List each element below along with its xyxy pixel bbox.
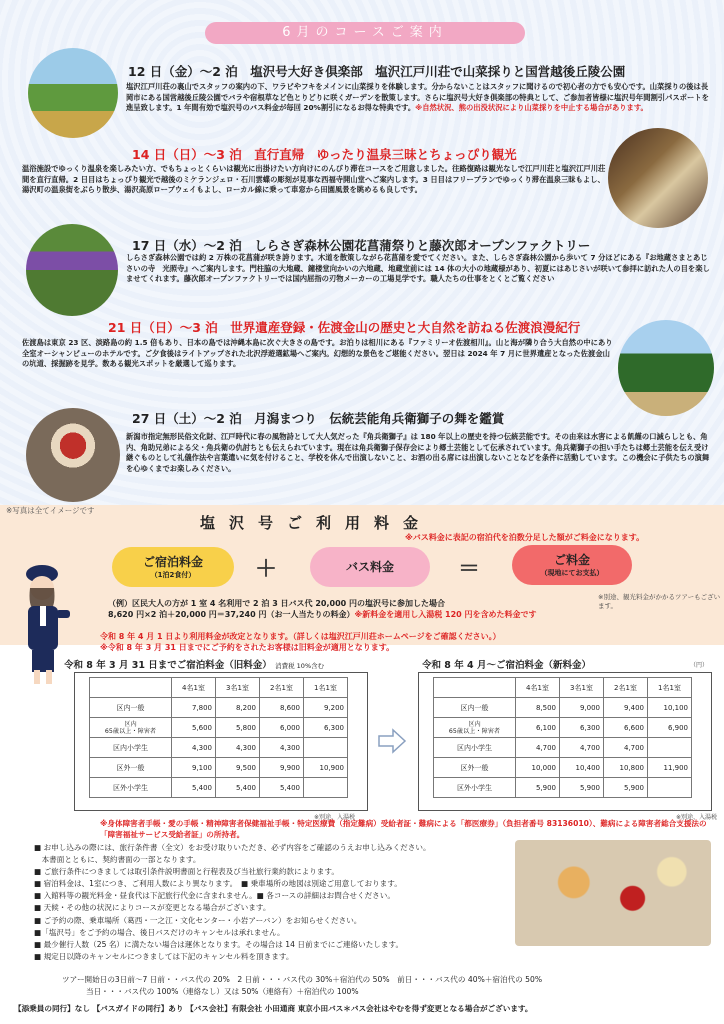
price-cell: 5,400 <box>260 778 304 798</box>
row-label: 区外一般 <box>90 758 172 778</box>
terms-item: ■ 入館料等の観光料金・昼食代は下記旅行代金に含まれません。■ 各コースの詳細はお問合せください。 <box>34 891 395 901</box>
course-desc-14: 温浴施設でゆっくり温泉を楽しみたい方、でもちょっとくらいは観光に出掛けたい方向けにのんびり滞在コースをご用意しました。往路復路は観光なしで江戸川荘と塩沢江戸川荘間を直行直帰。2 日目はちょっぴり観光で越後のミケランジェロ・石川雲蝶の彫刻が見事な西福寺開山堂へご案内します。3 日目はフリープランでゆっくり滞在温泉三昧もよし、湯沢町の温泉街をぶらり散歩、湯沢高原ロープウェイもよし、ローカル線に乗って車窓から田園風景を眺めるも良しです。 <box>22 164 606 194</box>
price-cell: 4,700 <box>516 738 560 758</box>
plus-sign: ＋ <box>255 557 278 582</box>
course-title-12: 12 日（金）～2 泊 塩沢号大好き倶楽部 塩沢江戸川荘で山菜採りと国営越後丘陵公園 <box>128 64 626 79</box>
row-label: 区外一般 <box>434 758 516 778</box>
row-label: 区外小学生 <box>90 778 172 798</box>
price-cell: 5,900 <box>560 778 604 798</box>
photo-iris <box>26 224 118 316</box>
price-cell: 4,700 <box>604 738 648 758</box>
total-fee-pill: ご料金 （現地にてお支払） <box>512 545 632 585</box>
photo-onsen <box>608 128 708 228</box>
bus-fee-pill: バス料金 <box>310 547 430 587</box>
photo-note: ※写真は全てイメージです <box>6 506 95 515</box>
table-col-header: 1名1室 <box>648 678 692 698</box>
price-cell: 6,000 <box>260 718 304 738</box>
table-row <box>434 738 692 758</box>
price-cell: 5,900 <box>516 778 560 798</box>
row-label: 区内 65歳以上・障害者 <box>434 718 516 738</box>
new-table-note: ※別途、入湯税 <box>676 814 718 821</box>
price-cell: 8,200 <box>216 698 260 718</box>
table-row <box>434 758 692 778</box>
row-label: 区内一般 <box>90 698 172 718</box>
equals-sign: ＝ <box>458 557 481 582</box>
course-title-14: 14 日（日）～3 泊 直行直帰 ゆったり温泉三昧とちょっぴり観光 <box>132 147 517 162</box>
price-cell: 10,800 <box>604 758 648 778</box>
terms-item: ■ 宿泊料金は、1室につき、ご利用人数により異なります。 ■ 乗車場所の地図は別途ご用意しております。 <box>34 879 402 889</box>
price-cell <box>648 778 692 798</box>
course-title-17: 17 日（水）～2 泊 しらさぎ森林公園花菖蒲祭りと藤次郎オープンファクトリー <box>132 238 591 253</box>
price-cell: 4,300 <box>172 738 216 758</box>
price-cell <box>304 778 348 798</box>
price-cell: 6,300 <box>304 718 348 738</box>
bus-info-footer: 【添乗員の同行】なし 【バスガイドの同行】あり 【バス会社】有限会社 小田通商 東京小田バス＊バス会社はやむを得ず変更となる場合がございます。 <box>14 1004 533 1013</box>
price-cell: 8,500 <box>516 698 560 718</box>
table-row <box>90 718 348 738</box>
price-cell: 5,400 <box>216 778 260 798</box>
table-col-header: 2名1室 <box>260 678 304 698</box>
price-cell: 9,100 <box>172 758 216 778</box>
table-col-header: 2名1室 <box>604 678 648 698</box>
photo-sansai <box>28 48 118 138</box>
table-corner <box>90 678 172 698</box>
course-title-27: 27 日（土）～2 泊 月潟まつり 伝統芸能角兵衛獅子の舞を鑑賞 <box>132 411 505 426</box>
row-label: 区内 65歳以上・障害者 <box>90 718 172 738</box>
table-row <box>434 718 692 738</box>
table-col-header: 1名1室 <box>304 678 348 698</box>
price-cell: 9,400 <box>604 698 648 718</box>
price-cell <box>304 738 348 758</box>
price-cell: 10,000 <box>516 758 560 778</box>
terms-item: ■ 天候・その他の状況によりコースが変更となる場合がございます。 <box>34 903 271 913</box>
price-cell: 5,600 <box>172 718 216 738</box>
table-col-header: 4名1室 <box>516 678 560 698</box>
sightseeing-fee-note: ※別途、観光料金がかかるツアーもございます。 <box>598 593 721 610</box>
price-cell: 10,900 <box>304 758 348 778</box>
price-cell: 6,100 <box>516 718 560 738</box>
price-cell: 5,800 <box>216 718 260 738</box>
price-cell: 11,900 <box>648 758 692 778</box>
table-row <box>90 778 348 798</box>
table-col-header: 3名1室 <box>216 678 260 698</box>
price-cell: 10,400 <box>560 758 604 778</box>
price-cell: 5,400 <box>172 778 216 798</box>
old-table-note: ※別途、入湯税 <box>314 814 356 821</box>
price-revision-announcement: 令和 8 年 4 月 1 日より利用料金が改定となります。（詳しくは塩沢江戸川荘ホームページをご確認ください。） ※令和 8 年 3 月 31 日までにご予約をされたお客様は旧料金が適用となります。 <box>100 632 501 652</box>
table-row <box>434 778 692 798</box>
terms-item: ■ ご予約の際、乗車場所（葛西・一之江・文化センター・小岩アーバン）をお知らせください。 <box>34 915 362 925</box>
meal-photo <box>515 840 711 946</box>
price-cell: 4,300 <box>260 738 304 758</box>
terms-item: ■ 規定日以降のキャンセルにつきましては下記のキャンセル料を頂きます。 <box>34 951 294 961</box>
price-cell: 7,800 <box>172 698 216 718</box>
terms-item: ■ お申し込みの際には、旅行条件書（全文）をお受け取りいただき、必ず内容をご確認のうえお申し込みください。 <box>34 843 431 852</box>
cancel-fees: ツアー開始日の3日前～7 日前・・バス代の 20% 2 日前・・・バス代の 30%＋宿泊代の 50% 前日・・・バス代の 40%＋宿泊代の 50% 当日・・・バス代の 100%（連絡なし）又は 50%（連絡有）＋宿泊代の 100% <box>62 975 543 997</box>
price-cell: 4,700 <box>560 738 604 758</box>
price-cell: 4,300 <box>216 738 260 758</box>
old-table-title: 令和 8 年 3 月 31 日までご宿泊料金（旧料金） 消費税 10%含む <box>64 660 325 671</box>
terms-item: ■ ご旅行条件につきましては取引条件説明書面と行程表及び当社旅行業約款によります。 <box>34 867 339 877</box>
course-desc-12: 塩沢江戸川荘の裏山でスタッフの案内の下、ワラビやフキをメインに山菜採りを体験します。分からないことはスタッフに聞けるので初心者の方でも安心です。山菜採りの後は長岡市にある国営越後丘陵公園でバラや宿根草など色とりどりに咲くガーデンを散策します。さらに塩沢号大好き倶楽部の特典として、ご参加者皆様に塩沢号年間割引パスポートを進呈致します。1 年間有効で塩沢号のバス料金が毎回 20%割引になるお得な特典です。※自然状況、熊の出没状況により山菜採りを中止する場合があります。 <box>126 82 709 112</box>
row-label: 区外小学生 <box>434 778 516 798</box>
row-label: 区内小学生 <box>434 738 516 758</box>
price-cell: 6,600 <box>604 718 648 738</box>
price-cell: 8,600 <box>260 698 304 718</box>
price-cell: 6,300 <box>560 718 604 738</box>
table-row <box>90 698 348 718</box>
lodging-fee-pill: ご宿泊料金 （1泊2食付） <box>112 547 234 587</box>
price-cell <box>648 738 692 758</box>
table-row <box>90 738 348 758</box>
course-desc-21: 佐渡島は東京 23 区、淡路島の約 1.5 倍もあり、日本の島では沖縄本島に次ぐ大きさの島です。お泊りは相川にある『ファミリーオ佐渡相川』。山と海が隣り合う大自然の中にあり全室オーシャンビューのホテルです。ご夕食後はライトアップされた北沢浮遊選鉱場へご案内。幻想的な景色をご堪能ください。翌日は 2024 年 7 月に世界遺産となった佐渡金山の坑道、採掘跡を見学。数ある観光スポットを厳選して巡ります。 <box>22 338 613 368</box>
old-price-table <box>74 672 368 811</box>
terms-item: ■「塩沢号」をご予約の場合、後日バスだけのキャンセルは承れません。 <box>34 927 285 937</box>
course-title-21: 21 日（日）～3 泊 世界遺産登録・佐渡金山の歴史と大自然を訪ねる佐渡浪漫紀行 <box>108 320 581 335</box>
new-table-title: 令和 8 年 4 月～ご宿泊料金（新料金） <box>422 660 591 671</box>
price-cell: 9,200 <box>304 698 348 718</box>
terms-item: 本書面とともに、契約書面の一部となります。 <box>34 855 201 865</box>
terms-item: ■ 最少催行人数（25 名）に満たない場合は運休となります。その場合は 14 日前までにご連絡いたします。 <box>34 939 404 949</box>
terms-list <box>34 842 514 963</box>
arrow-right-icon <box>377 728 407 754</box>
fee-subtitle: ※バス料金に表記の宿泊代を泊数分足した額がご料金になります。 <box>405 533 645 542</box>
new-price-table <box>418 672 712 811</box>
price-cell: 9,000 <box>560 698 604 718</box>
row-label: 区内一般 <box>434 698 516 718</box>
price-cell: 9,900 <box>260 758 304 778</box>
table-corner <box>434 678 516 698</box>
photo-sado <box>618 320 714 416</box>
table-col-header: 4名1室 <box>172 678 216 698</box>
yen-unit: （円） <box>690 662 709 669</box>
disability-note: ※身体障害者手帳・愛の手帳・精神障害者保健福祉手帳・特定医療費（指定難病）受給者証・難病による「都医療券」（負担者番号 83136010）、難病による障害者総合支援法の「障害福祉サービス受給者証」の所持者。 <box>100 819 707 839</box>
table-col-header: 3名1室 <box>560 678 604 698</box>
price-cell: 5,900 <box>604 778 648 798</box>
fee-example: （例）区民大人の方が 1 室 4 名利用で 2 泊 3 日バス代 20,000 円の塩沢号に参加した場合 8,620 円×2 泊＋20,000 円＝37,240 円（お一人当たりの料金）※新料金を適用し入湯税 120 円を含めた料金です <box>108 599 537 619</box>
fee-title: 塩沢号ご利用料金 <box>200 514 433 532</box>
course-desc-27: 新潟市指定無形民俗文化財、江戸時代に春の風物詩として大人気だった『角兵衛獅子』は 180 年以上の歴史を持つ伝統芸能です。その由来は水害による飢饉の口減らしとも、角内、角助兄弟による父・角兵衛の仇討ちとも伝えられています。現在は角兵衛獅子保存会により郷土芸能として伝承されています。角兵衛獅子の担い手たちは郷土芸能を伝え受け継ぐものとして礼儀作法や言葉遣いに気を付けること、学校を休んで出演しないこと、お酒の出る席には出演しないことなどを条件に活動しています。この機会に子供たちの演舞を心ゆくまでお楽しみください。 <box>126 432 710 473</box>
course-banner: 6月のコースご案内 <box>205 22 525 44</box>
price-cell: 10,100 <box>648 698 692 718</box>
table-row <box>90 758 348 778</box>
course-desc-17: しらさぎ森林公園では約 2 万株の花菖蒲が咲き誇ります。木道を散策しながら花菖蒲を愛でてください。また、しらさぎ森林公園から歩いて 7 分ほどにある『お地蔵さまとあじさいの寺 光照寺』へご案内します。門柱脇の大地蔵、鐘楼堂向かいの六地蔵、地蔵堂前には 14 体の大小の地蔵様があり、初夏にはあじさいが咲いて参拝に訪れた人の目を楽しませてくれます。藤次郎オープンファクトリーでは国内屈指の刃物メーカーの工場見学です。職人たちの仕事をとくとご覧ください <box>126 253 710 283</box>
photo-shishi <box>26 408 120 502</box>
row-label: 区内小学生 <box>90 738 172 758</box>
table-row <box>434 698 692 718</box>
price-cell: 9,500 <box>216 758 260 778</box>
price-cell: 6,900 <box>648 718 692 738</box>
